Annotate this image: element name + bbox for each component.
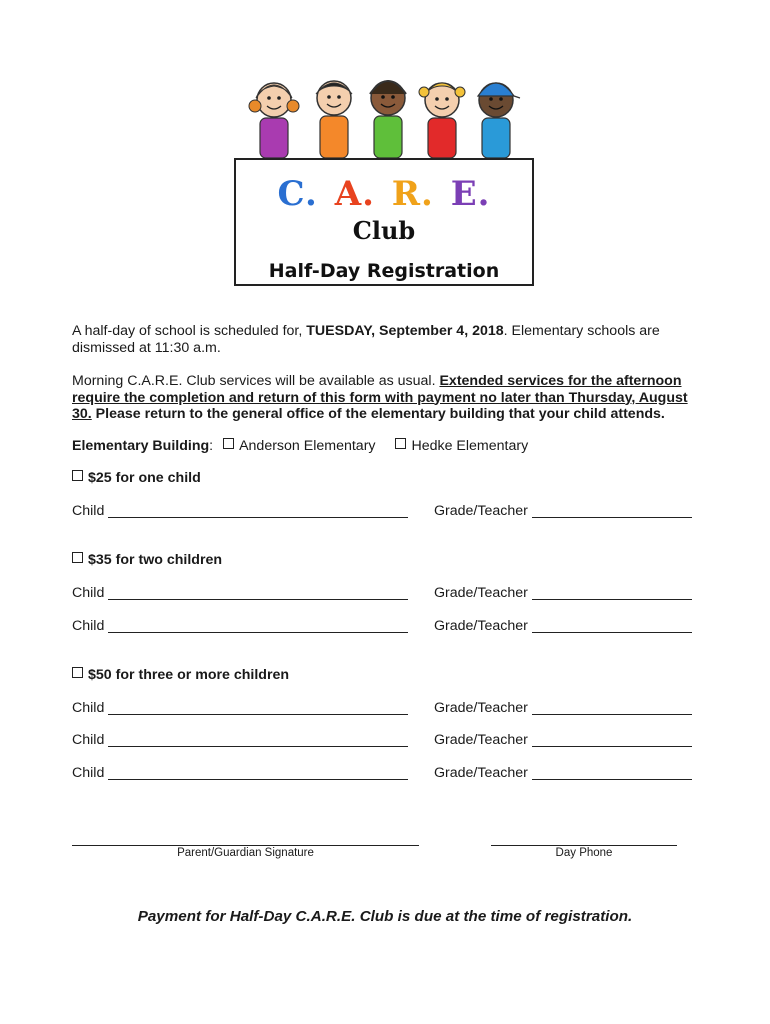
- notice-text-a: Morning C.A.R.E. Club services will be available as usual.: [72, 373, 440, 389]
- grade-line[interactable]: [532, 733, 692, 747]
- child-field-3[interactable]: [72, 618, 408, 635]
- child-label: Child: [72, 765, 105, 781]
- grade-field-2[interactable]: [434, 585, 692, 602]
- grade-field-5[interactable]: [434, 732, 692, 749]
- child-label: Child: [72, 700, 105, 716]
- child-line[interactable]: [108, 766, 408, 780]
- grade-field-3[interactable]: [434, 618, 692, 635]
- child-figure-3: [370, 81, 406, 158]
- option-one-label: $25 for one child: [88, 470, 201, 486]
- grade-line[interactable]: [532, 619, 692, 633]
- child-figure-2: [316, 81, 352, 158]
- intro-text-b: . Elementary schools are dismissed at 11:30 a.m.: [72, 323, 660, 356]
- grade-label: Grade/Teacher: [434, 618, 528, 634]
- child-line[interactable]: [108, 733, 408, 747]
- option-three-children[interactable]: [72, 667, 289, 684]
- payment-note: Payment for Half-Day C.A.R.E. Club is due at the time of registration.: [137, 908, 633, 925]
- parent-signature-label: Parent/Guardian Signature: [177, 847, 314, 859]
- option-one-checkbox[interactable]: [72, 470, 83, 481]
- hedke-label: Hedke Elementary: [411, 438, 529, 454]
- child-field-6[interactable]: [72, 765, 408, 782]
- child-field-4[interactable]: [72, 700, 408, 717]
- child-figure-5: [478, 83, 520, 158]
- grade-field-4[interactable]: [434, 700, 692, 717]
- logo-letter-c: C.: [277, 174, 318, 214]
- grade-label: Grade/Teacher: [434, 732, 528, 748]
- notice-text-b: Please return to the general office of the elementary building that your child attends.: [91, 406, 665, 422]
- child-line[interactable]: [108, 701, 408, 715]
- intro-date: TUESDAY, September 4, 2018: [306, 323, 504, 339]
- notice-paragraph: [72, 373, 692, 423]
- option-three-label: $50 for three or more children: [88, 667, 290, 683]
- child-field-5[interactable]: [72, 732, 408, 749]
- child-label: Child: [72, 732, 105, 748]
- logo-letter-r: R.: [391, 174, 434, 214]
- option-three-checkbox[interactable]: [72, 667, 83, 678]
- parent-signature-line[interactable]: [72, 845, 419, 846]
- grade-field-6[interactable]: [434, 765, 692, 782]
- notice-deadline: Extended services for the afternoon require the completion and return of this form with payment no later than Thursday, August 30.: [72, 373, 688, 422]
- child-line[interactable]: [108, 504, 408, 518]
- intro-paragraph: [72, 323, 692, 356]
- logo-letter-e: E.: [450, 174, 491, 214]
- anderson-checkbox[interactable]: [223, 438, 234, 449]
- logo-letter-a: A.: [334, 174, 375, 214]
- child-label: Child: [72, 585, 105, 601]
- building-label: Elementary Building: [72, 438, 210, 454]
- grade-line[interactable]: [532, 586, 692, 600]
- grade-label: Grade/Teacher: [434, 765, 528, 781]
- care-logo: [236, 174, 532, 214]
- grade-label: Grade/Teacher: [434, 503, 528, 519]
- intro-text-a: A half-day of school is scheduled for,: [72, 323, 307, 339]
- option-two-children[interactable]: [72, 552, 222, 569]
- grade-label: Grade/Teacher: [434, 700, 528, 716]
- building-selection: [72, 438, 528, 455]
- child-field-1[interactable]: [72, 503, 408, 520]
- option-one-child[interactable]: [72, 470, 201, 487]
- child-label: Child: [72, 618, 105, 634]
- children-illustration: [236, 70, 536, 166]
- building-colon: :: [209, 438, 214, 454]
- option-two-checkbox[interactable]: [72, 552, 83, 563]
- grade-line[interactable]: [532, 766, 692, 780]
- child-line[interactable]: [108, 619, 408, 633]
- hedke-option[interactable]: [395, 438, 528, 454]
- club-sign-box: [234, 158, 534, 286]
- option-two-label: $35 for two children: [88, 552, 223, 568]
- page-title: Half-Day Registration: [268, 260, 500, 282]
- hedke-checkbox[interactable]: [395, 438, 406, 449]
- day-phone-label: Day Phone: [555, 847, 613, 859]
- club-label: Club: [352, 216, 416, 245]
- anderson-label: Anderson Elementary: [239, 438, 376, 454]
- grade-line[interactable]: [532, 504, 692, 518]
- day-phone-line[interactable]: [491, 845, 677, 846]
- child-figure-4: [419, 83, 465, 158]
- child-figure-1: [249, 83, 299, 158]
- child-line[interactable]: [108, 586, 408, 600]
- grade-label: Grade/Teacher: [434, 585, 528, 601]
- anderson-option[interactable]: [223, 438, 375, 454]
- child-label: Child: [72, 503, 105, 519]
- grade-line[interactable]: [532, 701, 692, 715]
- child-field-2[interactable]: [72, 585, 408, 602]
- grade-field-1[interactable]: [434, 503, 692, 520]
